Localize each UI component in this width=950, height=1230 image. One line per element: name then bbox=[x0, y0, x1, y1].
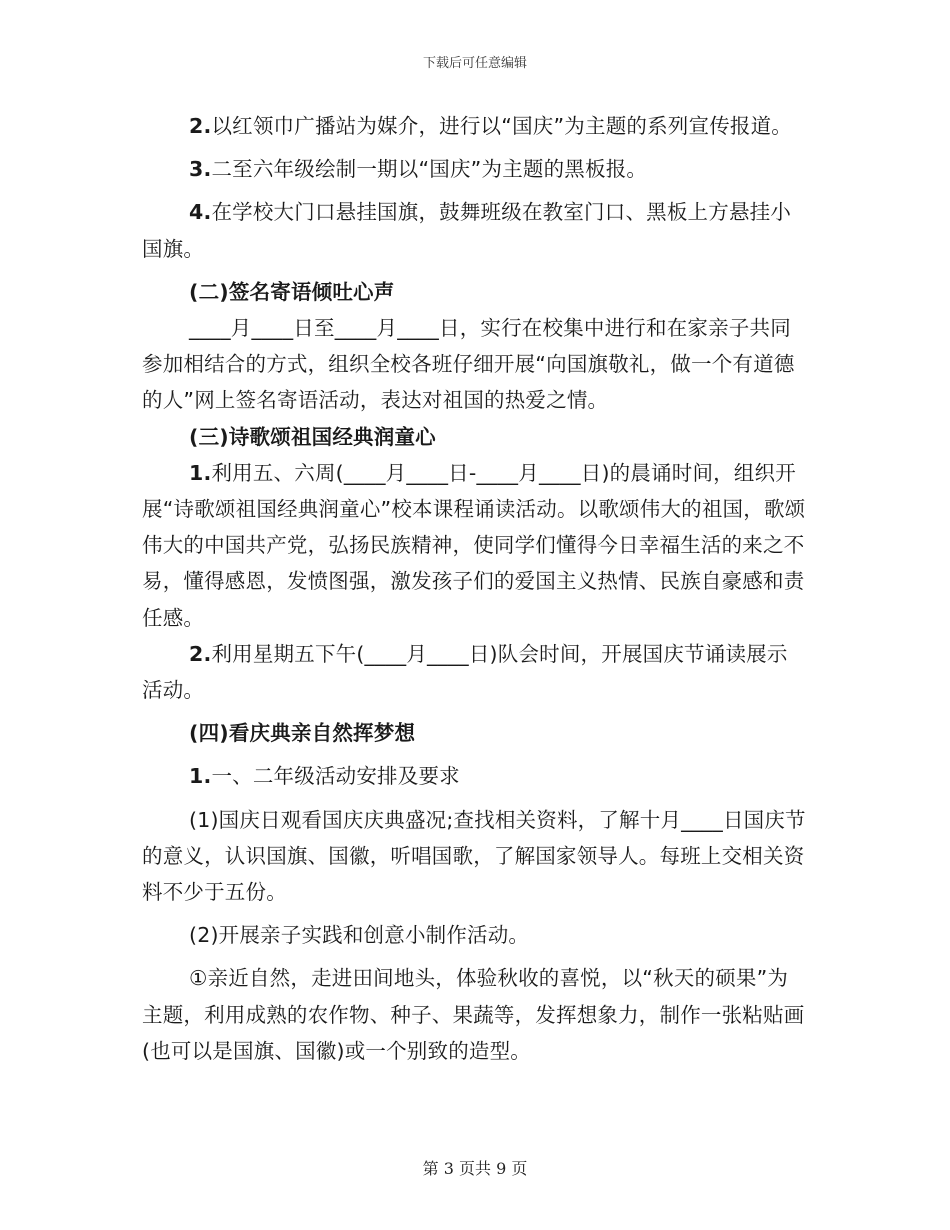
document-body bbox=[142, 108, 807, 1069]
paragraph-text: 二至六年级绘制一期以“国庆”为主题的黑板报。 bbox=[211, 157, 648, 182]
section-heading-3: (三)诗歌颂祖国经典润童心 bbox=[189, 424, 436, 449]
item-number: 2. bbox=[189, 114, 212, 138]
section-heading-4: (四)看庆典亲自然挥梦想 bbox=[189, 721, 416, 746]
paragraph-signature: ____月____日至____月____日，实行在校集中进行和在家亲子共同参加相结合的方式，组织全校各班仔细开展“向国旗敬礼，做一个有道德的人”网上签名寄语活动，表达对祖国的热爱之情。 bbox=[142, 316, 795, 413]
paragraph-text: 利用星期五下午(____月____日)队会时间，开展国庆节诵读展示活动。 bbox=[142, 641, 788, 703]
item-number: 1. bbox=[189, 460, 212, 485]
paragraph-item-3 bbox=[142, 151, 807, 187]
paragraph-text: 在学校大门口悬挂国旗，鼓舞班级在教室门口、黑板上方悬挂小国旗。 bbox=[142, 200, 792, 261]
paragraph-poetry-2 bbox=[142, 636, 807, 708]
paragraph-text: 利用五、六周(____月____日-____月____日)的晨诵时间，组织开展“诗歌颂祖国经典润童心”校本课程诵读活动。以歌颂伟大的祖国，歌颂伟大的中国共产党，弘扬民族精神，使同学们懂得今日幸福生活的来之不易，懂得感恩，发愤图强，激发孩子们的爱国主义热情、民族自豪感和责任感。 bbox=[142, 460, 806, 630]
paragraph-poetry-1 bbox=[142, 455, 807, 636]
paragraph-sub-2: (2)开展亲子实践和创意小制作活动。 bbox=[189, 923, 530, 948]
section-heading-2: (二)签名寄语倾吐心声 bbox=[189, 279, 395, 304]
paragraph-item-4 bbox=[142, 194, 807, 266]
item-number: 1. bbox=[189, 764, 212, 789]
paragraph-text: 一、二年级活动安排及要求 bbox=[211, 764, 460, 789]
page-header: 下载后可任意编辑 bbox=[422, 56, 527, 71]
item-number: 3. bbox=[189, 157, 212, 182]
item-number: 2. bbox=[189, 641, 212, 666]
paragraph-text: 以红领巾广播站为媒介，进行以“国庆”为主题的系列宣传报道。 bbox=[211, 114, 792, 138]
paragraph-sub-circle-1: ①亲近自然，走进田间地头，体验秋收的喜悦，以“秋天的硕果”为主题，利用成熟的农作物、种子、果蔬等，发挥想象力，制作一张粘贴画(也可以是国旗、国徽)或一个别致的造型。 bbox=[142, 966, 805, 1063]
paragraph-sub-1: (1)国庆日观看国庆庆典盛况;查找相关资料，了解十月____日国庆节的意义，认识国旗、国徽，听唱国歌，了解国家领导人。每班上交相关资料不少于五份。 bbox=[142, 807, 806, 905]
item-number: 4. bbox=[189, 200, 212, 225]
paragraph-item-2 bbox=[142, 108, 807, 144]
paragraph-grade-arrangement bbox=[142, 758, 807, 794]
page-footer: 第 3 页共 9 页 bbox=[422, 1159, 528, 1178]
